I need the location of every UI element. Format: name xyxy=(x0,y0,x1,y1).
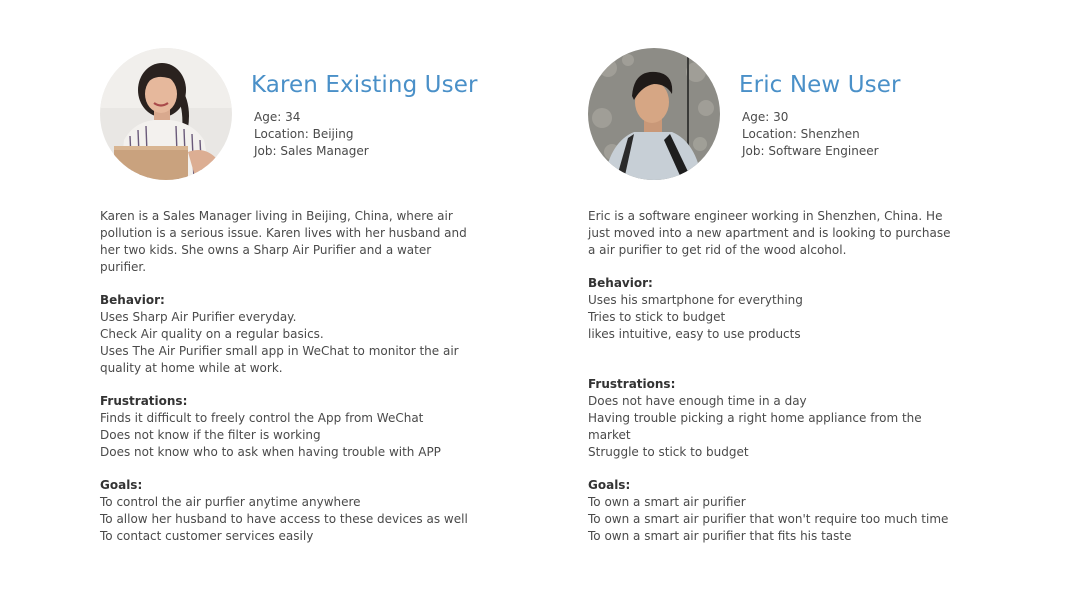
section-spacer xyxy=(588,343,958,360)
persona-location: Location: Shenzhen xyxy=(742,127,860,141)
behavior-item: Tries to stick to budget xyxy=(588,310,726,324)
behavior-item: Uses Sharp Air Purifier everyday. xyxy=(100,310,297,324)
man-backpack-photo-icon xyxy=(588,48,720,180)
frustration-item: Does not know if the filter is working xyxy=(100,428,321,442)
behavior-section xyxy=(588,275,958,360)
persona-meta xyxy=(742,109,879,160)
behavior-item: likes intuitive, easy to use products xyxy=(588,327,801,341)
behavior-item: Uses The Air Purifier small app in WeChat to monitor the air quality at home while at work. xyxy=(100,344,459,375)
persona-job: Job: Sales Manager xyxy=(254,144,369,158)
goals-heading: Goals: xyxy=(588,478,631,492)
frustration-item: Having trouble picking a right home appliance from the market xyxy=(588,411,922,442)
persona-details xyxy=(100,208,480,561)
frustrations-section xyxy=(588,376,958,461)
woman-laptop-photo-icon xyxy=(100,48,232,180)
avatar-eric xyxy=(588,48,720,180)
goals-section xyxy=(588,477,958,545)
behavior-item: Check Air quality on a regular basics. xyxy=(100,327,324,341)
persona-age: Age: 34 xyxy=(254,110,301,124)
avatar-karen xyxy=(100,48,232,180)
persona-name: Karen Existing User xyxy=(251,72,478,98)
frustration-item: Struggle to stick to budget xyxy=(588,445,749,459)
frustration-item: Does not know who to ask when having trouble with APP xyxy=(100,445,441,459)
goals-section xyxy=(100,477,480,545)
persona-age: Age: 30 xyxy=(742,110,789,124)
goal-item: To allow her husband to have access to these devices as well xyxy=(100,512,468,526)
persona-bio: Karen is a Sales Manager living in Beijing, China, where air pollution is a serious issue. Karen lives with her husband and her two kids. She owns a Sharp Air Purifier and a water purifier. xyxy=(100,209,467,274)
persona-details xyxy=(588,208,958,561)
goal-item: To contact customer services easily xyxy=(100,529,314,543)
goals-heading: Goals: xyxy=(100,478,143,492)
persona-meta xyxy=(254,109,369,160)
behavior-heading: Behavior: xyxy=(588,276,653,290)
frustrations-section xyxy=(100,393,480,461)
persona-location: Location: Beijing xyxy=(254,127,354,141)
goal-item: To own a smart air purifier xyxy=(588,495,746,509)
frustration-item: Does not have enough time in a day xyxy=(588,394,807,408)
persona-name: Eric New User xyxy=(739,72,901,98)
frustration-item: Finds it difficult to freely control the App from WeChat xyxy=(100,411,424,425)
behavior-section xyxy=(100,292,480,377)
goal-item: To own a smart air purifier that won't require too much time xyxy=(588,512,949,526)
goal-item: To control the air purfier anytime anywhere xyxy=(100,495,361,509)
behavior-heading: Behavior: xyxy=(100,293,165,307)
persona-job: Job: Software Engineer xyxy=(742,144,879,158)
frustrations-heading: Frustrations: xyxy=(100,394,188,408)
behavior-item: Uses his smartphone for everything xyxy=(588,293,803,307)
goal-item: To own a smart air purifier that fits his taste xyxy=(588,529,852,543)
frustrations-heading: Frustrations: xyxy=(588,377,676,391)
persona-bio: Eric is a software engineer working in Shenzhen, China. He just moved into a new apartment and is looking to purchase a air purifier to get rid of the wood alcohol. xyxy=(588,209,951,257)
